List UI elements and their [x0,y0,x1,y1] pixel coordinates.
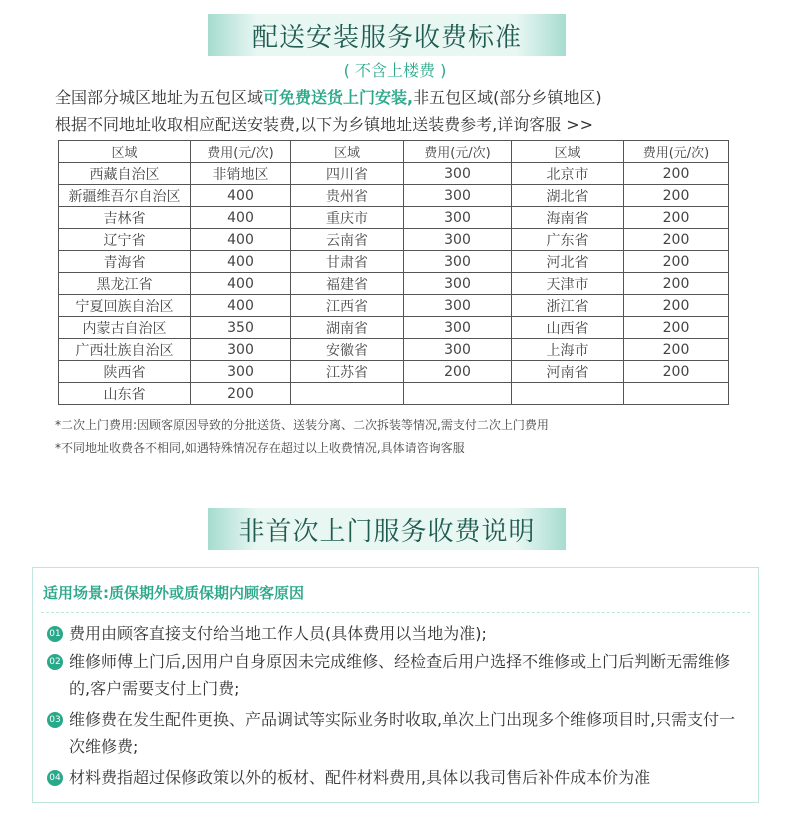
region-cell: 宁夏回族自治区 [59,295,191,317]
region-cell: 河北省 [512,251,624,273]
region-cell: 湖南省 [291,317,404,339]
region-cell [291,383,404,405]
region-cell: 甘肃省 [291,251,404,273]
region-cell: 安徽省 [291,339,404,361]
region-cell: 北京市 [512,163,624,185]
region-cell: 青海省 [59,251,191,273]
intro-text-a: 全国部分城区地址为五包区域 [55,88,264,107]
fee-cell: 300 [191,361,291,383]
region-cell: 西藏自治区 [59,163,191,185]
intro-line-2: 根据不同地址收取相应配送安装费,以下为乡镇地址送装费参考,详询客服 >> [55,115,594,134]
region-cell: 吉林省 [59,207,191,229]
list-item [47,764,747,791]
fee-cell: 200 [624,251,729,273]
repeat-visit-info-box [32,567,759,803]
list-item-text: 维修费在发生配件更换、产品调试等实际业务时收取,单次上门出现多个维修项目时,只需支付一次维修费; [69,710,736,756]
fee-cell: 300 [404,339,512,361]
header-fee: 费用(元/次) [404,141,512,163]
region-cell: 辽宁省 [59,229,191,251]
fee-cell: 300 [404,207,512,229]
section-title-repeat-visit [208,508,566,550]
region-cell: 新疆维吾尔自治区 [59,185,191,207]
note-address-varies: *不同地址收费各不相同,如遇特殊情况存在超过以上收费情况,具体请咨询客服 [55,441,465,455]
fee-cell: 200 [624,317,729,339]
fee-cell: 200 [624,295,729,317]
fee-cell: 350 [191,317,291,339]
fee-cell: 300 [404,185,512,207]
list-item-text: 维修师傅上门后,因用户自身原因未完成维修、经检查后用户选择不维修或上门后判断无需维修的,客户需要支付上门费; [69,652,731,698]
fee-table-body [59,163,729,405]
region-cell: 湖北省 [512,185,624,207]
intro-highlight: 可免费送货上门安装, [263,88,414,107]
fee-table-header-row [59,141,729,163]
table-row [59,273,729,295]
header-region: 区域 [291,141,404,163]
fee-cell: 200 [624,185,729,207]
fee-cell: 200 [191,383,291,405]
fee-cell: 300 [404,317,512,339]
fee-cell: 200 [624,273,729,295]
list-item [47,648,747,702]
fee-cell [404,383,512,405]
fee-cell: 200 [624,339,729,361]
scene-heading: 适用场景:质保期外或质保期内顾客原因 [43,584,305,602]
table-row [59,317,729,339]
fee-cell: 400 [191,273,291,295]
number-badge-icon: 04 [47,770,63,786]
region-cell: 天津市 [512,273,624,295]
region-cell: 河南省 [512,361,624,383]
table-row [59,229,729,251]
region-cell: 黑龙江省 [59,273,191,295]
fee-cell: 400 [191,251,291,273]
header-fee: 费用(元/次) [191,141,291,163]
header-fee: 费用(元/次) [624,141,729,163]
region-cell: 江苏省 [291,361,404,383]
fee-cell [624,383,729,405]
section-title-text: 配送安装服务收费标准 [251,22,522,53]
fee-cell: 200 [624,361,729,383]
table-row [59,361,729,383]
fee-cell: 300 [404,251,512,273]
header-region: 区域 [512,141,624,163]
region-cell: 贵州省 [291,185,404,207]
region-cell: 云南省 [291,229,404,251]
number-badge-icon: 02 [47,654,63,670]
list-item [47,620,747,647]
fee-cell: 200 [624,163,729,185]
note-second-visit: *二次上门费用:因顾客原因导致的分批送货、送装分离、二次拆装等情况,需支付二次上门费用 [55,418,549,432]
region-cell: 内蒙古自治区 [59,317,191,339]
region-cell: 海南省 [512,207,624,229]
intro-text-b: 非五包区域(部分乡镇地区) [413,88,602,107]
fee-cell: 400 [191,295,291,317]
table-row [59,163,729,185]
number-badge-icon: 03 [47,712,63,728]
fee-cell: 300 [404,273,512,295]
table-row [59,383,729,405]
region-cell: 四川省 [291,163,404,185]
fee-cell: 非销地区 [191,163,291,185]
fee-cell: 300 [404,295,512,317]
fee-cell: 300 [404,163,512,185]
region-cell: 浙江省 [512,295,624,317]
fee-cell: 200 [624,229,729,251]
region-cell: 山东省 [59,383,191,405]
fee-cell: 300 [404,229,512,251]
header-region: 区域 [59,141,191,163]
fee-cell: 300 [191,339,291,361]
list-item-text: 费用由顾客直接支付给当地工作人员(具体费用以当地为准); [69,624,487,643]
table-row [59,295,729,317]
section-title-text: 非首次上门服务收费说明 [238,516,536,547]
subtitle-excludes-stairs: ( 不含上楼费 ) [343,61,447,80]
intro-line-1 [55,84,755,111]
region-cell: 重庆市 [291,207,404,229]
region-cell: 广东省 [512,229,624,251]
fee-cell: 400 [191,229,291,251]
region-cell: 广西壮族自治区 [59,339,191,361]
list-item-text: 材料费指超过保修政策以外的板材、配件材料费用,具体以我司售后补件成本价为准 [69,768,651,787]
table-row [59,185,729,207]
number-badge-icon: 01 [47,626,63,642]
fee-cell: 200 [404,361,512,383]
region-cell [512,383,624,405]
list-item [47,706,747,760]
fee-cell: 400 [191,185,291,207]
table-row [59,339,729,361]
fee-cell: 200 [624,207,729,229]
table-row [59,207,729,229]
region-cell: 江西省 [291,295,404,317]
table-row [59,251,729,273]
region-cell: 陕西省 [59,361,191,383]
section-title-delivery-fees [208,14,566,56]
fee-table [58,140,729,405]
region-cell: 上海市 [512,339,624,361]
fee-cell: 400 [191,207,291,229]
region-cell: 福建省 [291,273,404,295]
intro-paragraph [55,84,755,138]
region-cell: 山西省 [512,317,624,339]
divider [41,612,750,613]
